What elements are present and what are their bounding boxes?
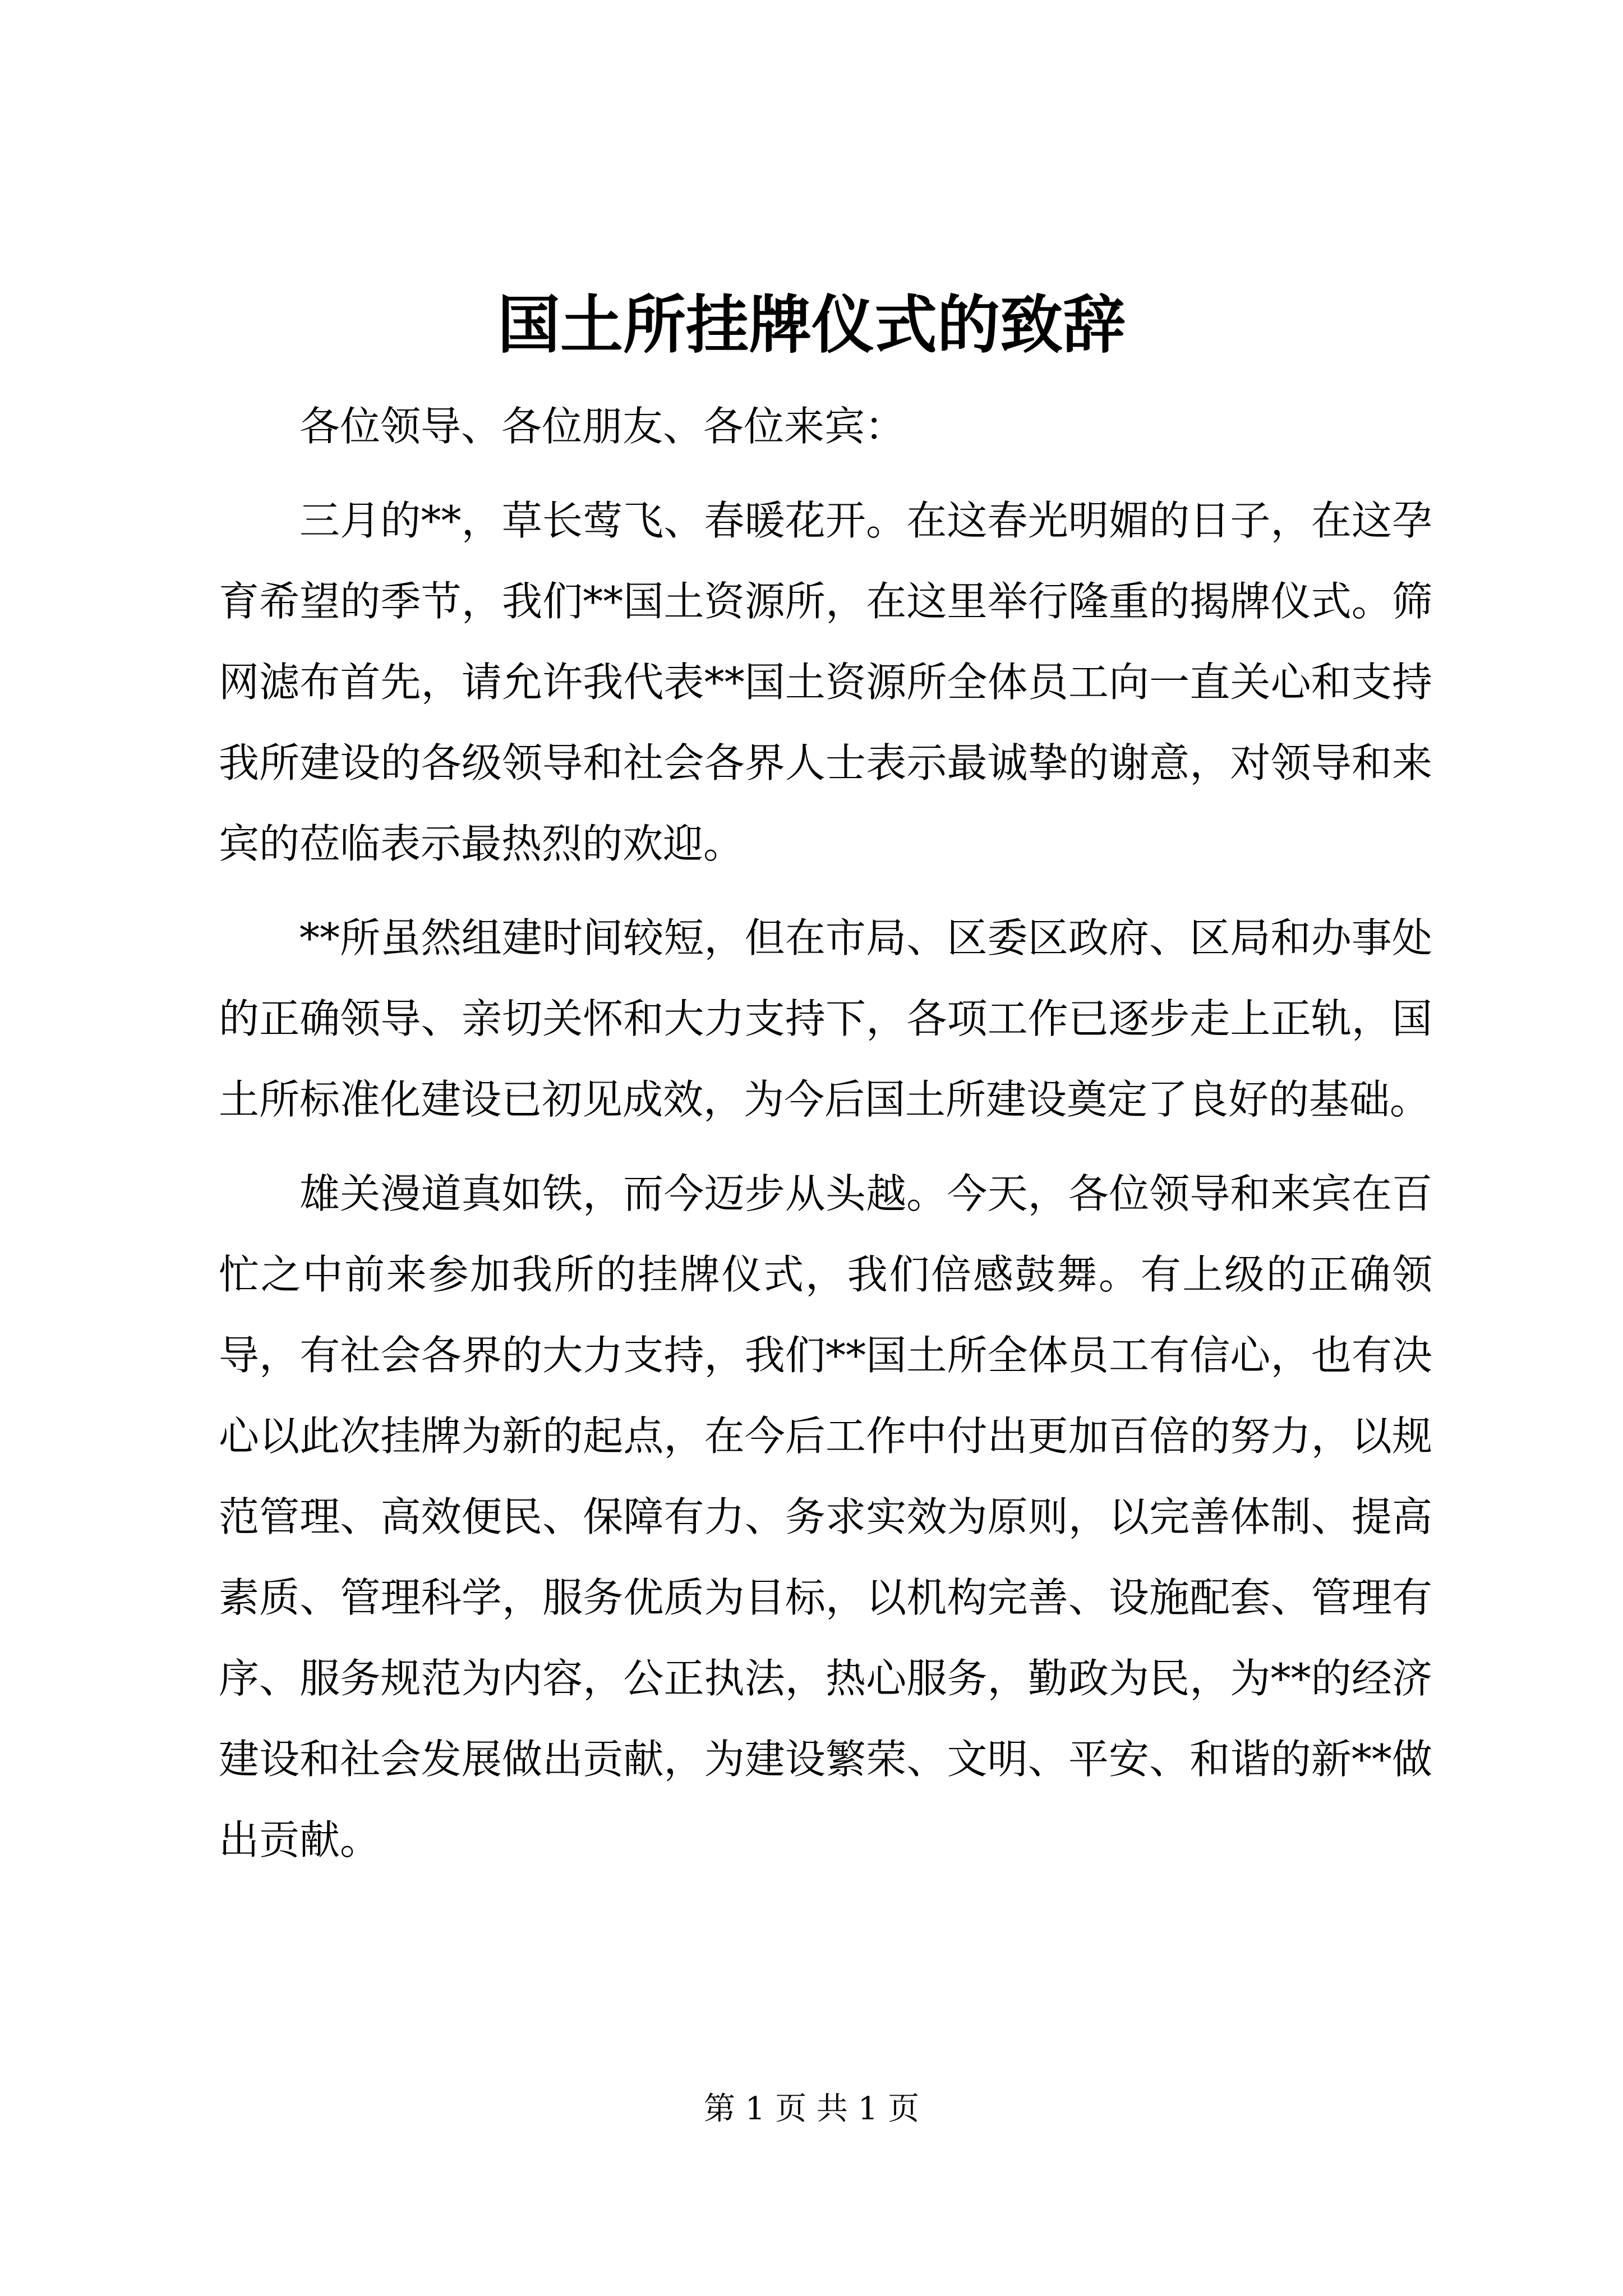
paragraph-opening: 三月的**，草长莺飞、春暖花开。在这春光明媚的日子，在这孕育希望的季节，我们**国土资源所，在这里举行隆重的揭牌仪式。筛网滤布首先，请允许我代表**国土资源所全体员工向一直关心和支持我所建设的各级领导和社会各界人士表示最诚挚的谢意，对领导和来宾的莅临表示最热烈的欢迎。: [219, 497, 1432, 867]
document-body: [219, 386, 1432, 1880]
document-title: 国土所挂牌仪式的致辞: [497, 288, 1126, 362]
paragraph-commitment: 雄关漫道真如铁，而今迈步从头越。今天，各位领导和来宾在百忙之中前来参加我所的挂牌仪式，我们倍感鼓舞。有上级的正确领导，有社会各界的大力支持，我们**国土所全体员工有信心，也有决心以此次挂牌为新的起点，在今后工作中付出更加百倍的努力，以规范管理、高效便民、保障有力、务求实效为原则，以完善体制、提高素质、管理科学，服务优质为目标，以机构完善、设施配套、管理有序、服务规范为内容，公正执法，热心服务，勤政为民，为**的经济建设和社会发展做出贡献，为建设繁荣、文明、平安、和谐的新**做出贡献。: [219, 1170, 1432, 1864]
paragraph-progress: **所虽然组建时间较短，但在市局、区委区政府、区局和办事处的正确领导、亲切关怀和大力支持下，各项工作已逐步走上正轨，国土所标准化建设已初见成效，为今后国土所建设奠定了良好的基础。: [219, 914, 1432, 1123]
paragraph-salutation: 各位领导、各位朋友、各位来宾：: [299, 403, 906, 450]
page-footer: 第 1 页 共 1 页: [703, 2091, 920, 2127]
